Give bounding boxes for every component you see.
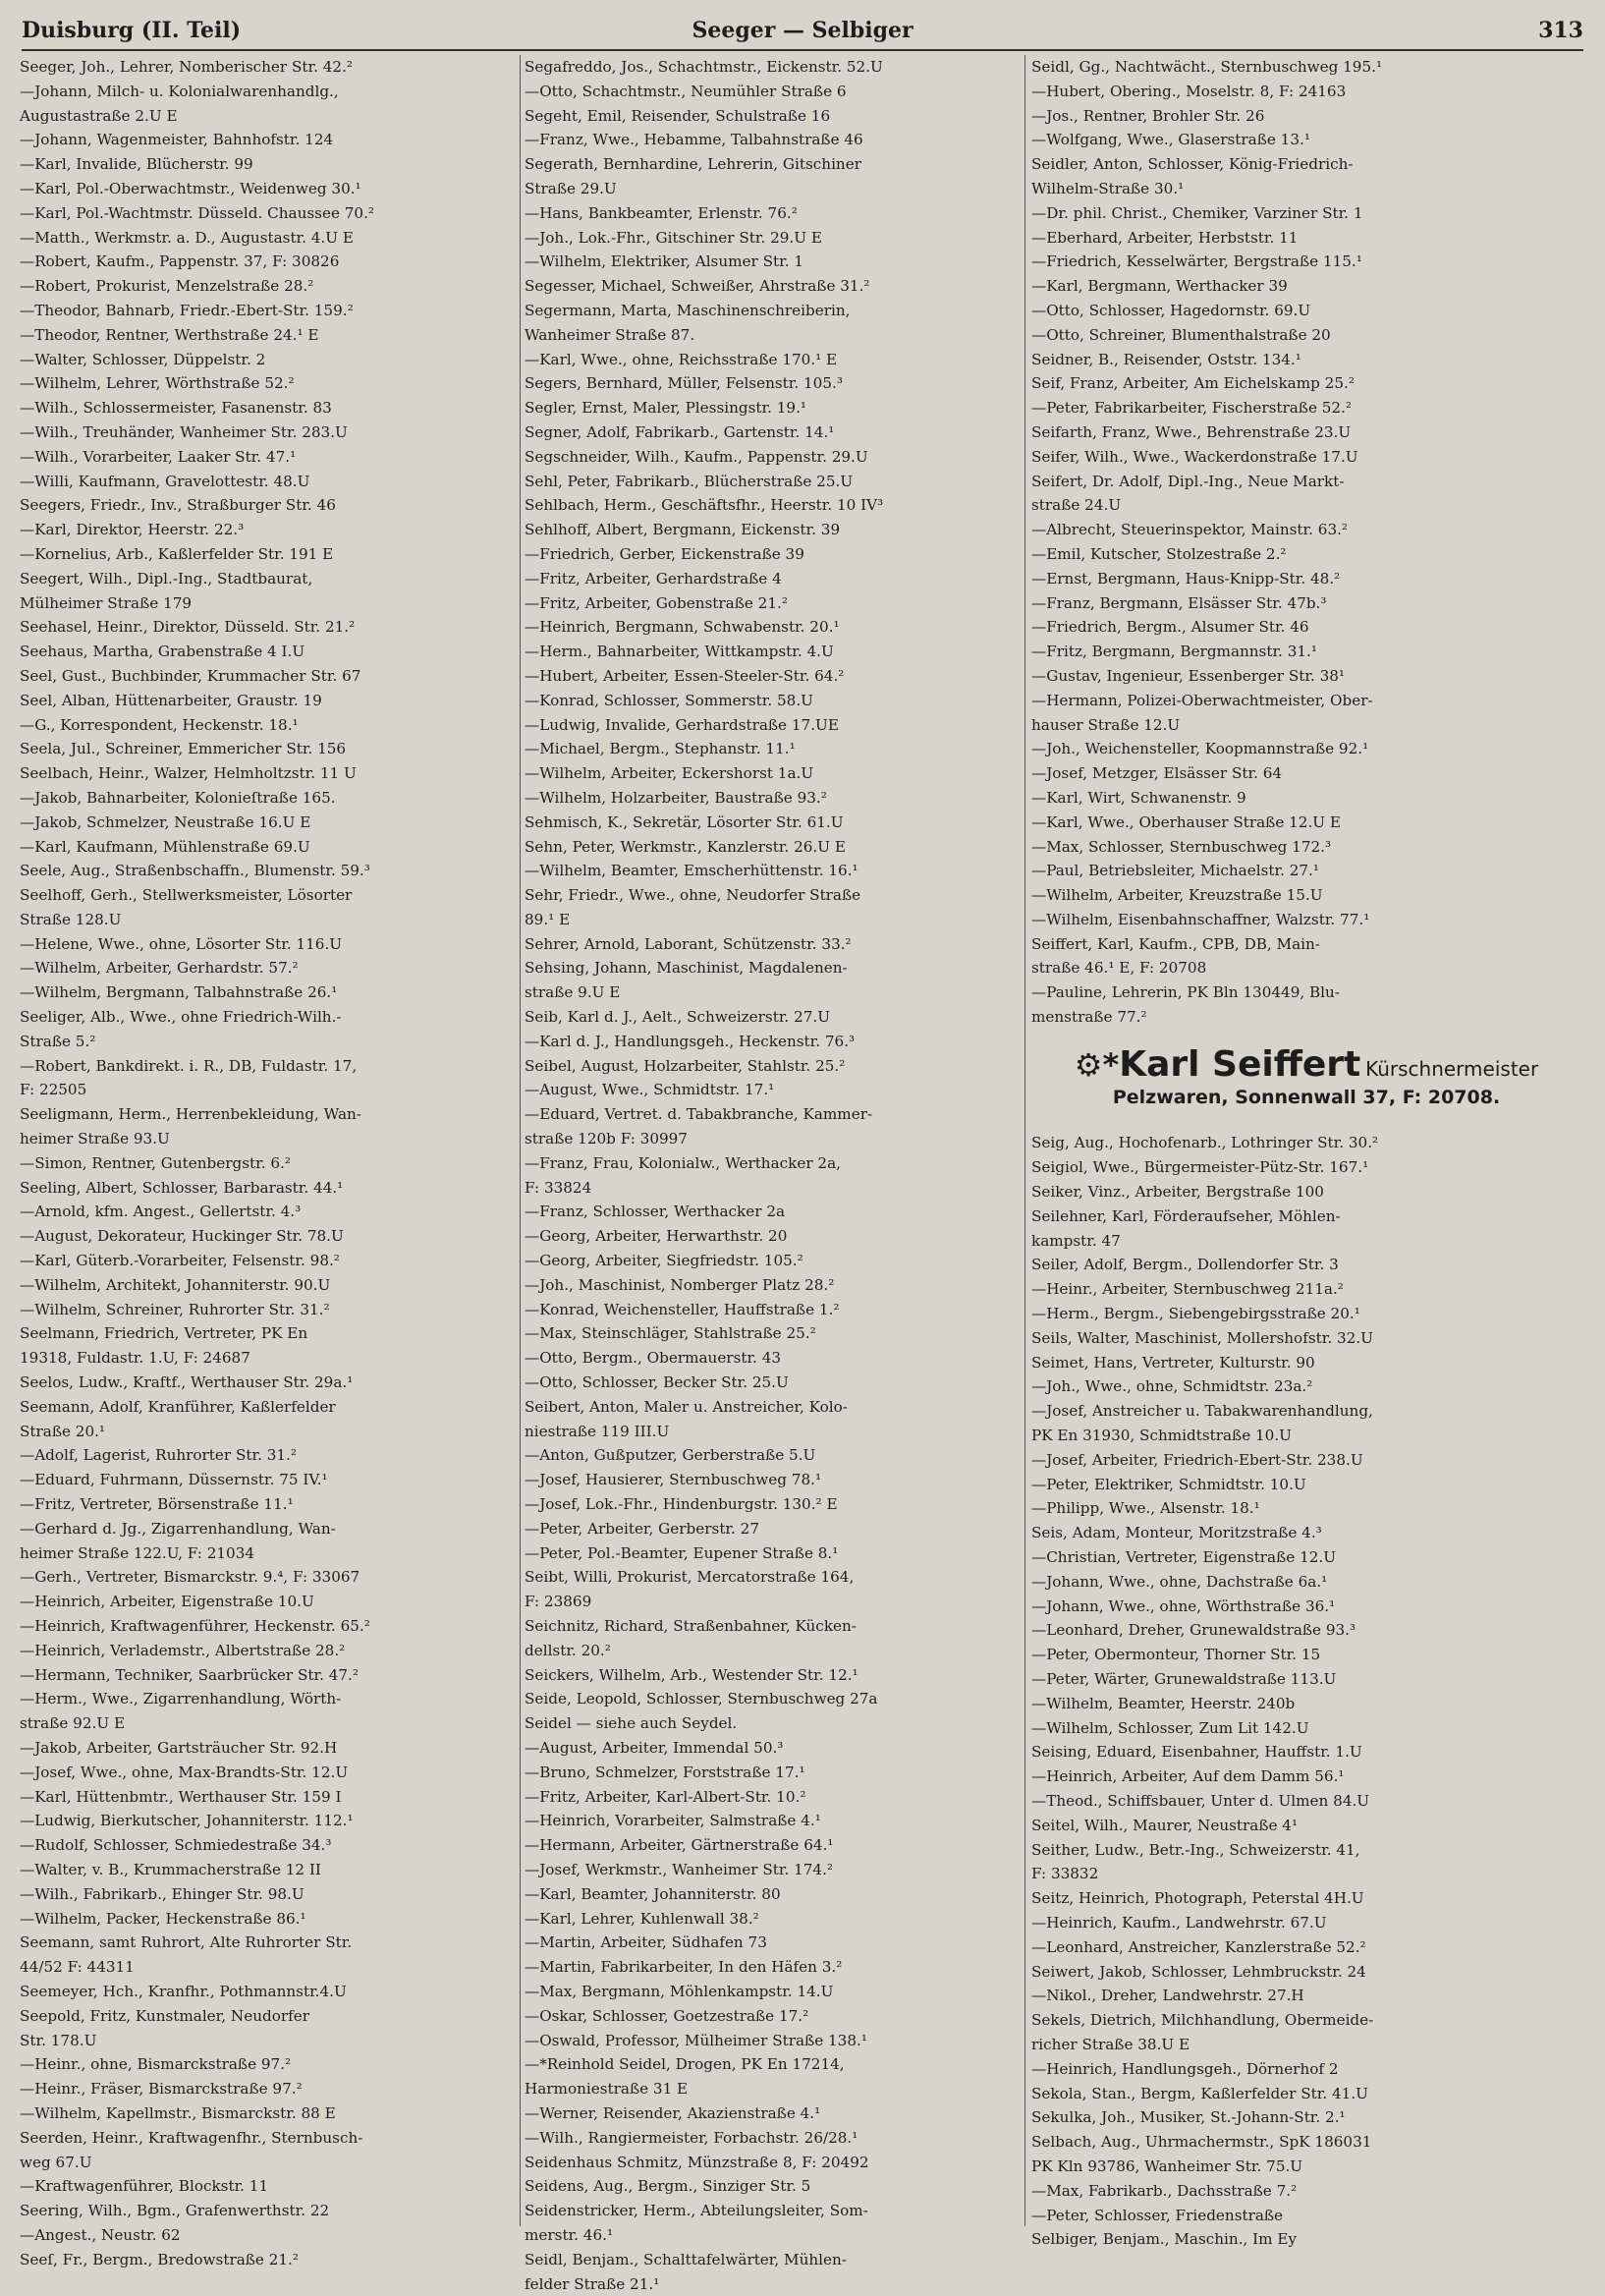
- directory-entry: Sehl, Peter, Fabrikarb., Blücherstraße 25.U: [525, 472, 854, 490]
- directory-entry: —Leonhard, Dreher, Grunewaldstraße 93.³: [1031, 1621, 1356, 1640]
- directory-entry: —Heinrich, Verlademstr., Albertstraße 28.²: [20, 1641, 346, 1659]
- directory-entry: —Oskar, Schlosser, Goetzestraße 17.²: [525, 2006, 809, 2025]
- directory-entry: —Josef, Wwe., ohne, Max-Brandts-Str. 12.U: [20, 1763, 349, 1781]
- directory-entry: —Heinrich, Kraftwagenführer, Heckenstr. 65.²: [20, 1617, 370, 1635]
- directory-entry: menstraße 77.²: [1031, 1008, 1147, 1027]
- directory-entry: —Adolf, Lagerist, Ruhrorter Str. 31.²: [20, 1446, 297, 1465]
- directory-entry: —Max, Fabrikarb., Dachsstraße 7.²: [1031, 2181, 1298, 2200]
- directory-entry: Selbiger, Benjam., Maschin., Im Ey: [1031, 2230, 1298, 2249]
- directory-entry: Sekels, Dietrich, Milchhandlung, Obermeide-: [1031, 2011, 1374, 2030]
- directory-entry: —Wilhelm, Holzarbeiter, Baustraße 93.²: [525, 788, 827, 807]
- directory-entry: —Max, Steinschläger, Stahlstraße 25.²: [525, 1324, 816, 1343]
- directory-entry: Seeligmann, Herm., Herrenbekleidung, Wan-: [20, 1105, 361, 1124]
- column-divider: [520, 55, 521, 2226]
- directory-entry: —Karl d. J., Handlungsgeh., Heckenstr. 76.³: [525, 1032, 856, 1050]
- directory-entry: —Werner, Reisender, Akazienstraße 4.¹: [525, 2103, 821, 2122]
- directory-entry: Seibert, Anton, Maler u. Anstreicher, Kolo-: [525, 1397, 848, 1416]
- directory-entry: —Theodor, Bahnarb, Friedr.-Ebert-Str. 159.²: [20, 301, 354, 319]
- page-header: [22, 14, 1583, 47]
- directory-entry: Seidens, Aug., Bergm., Sinziger Str. 5: [525, 2177, 811, 2196]
- directory-entry: —Heinrich, Bergmann, Schwabenstr. 20.¹: [525, 618, 840, 637]
- directory-entry: —Dr. phil. Christ., Chemiker, Varziner Str. 1: [1031, 203, 1363, 222]
- directory-entry: —August, Dekorateur, Huckinger Str. 78.U: [20, 1227, 344, 1246]
- directory-entry: —Wilhelm, Arbeiter, Gerhardstr. 57.²: [20, 959, 299, 978]
- directory-entry: —Karl, Pol.-Wachtmstr. Düsseld. Chaussee 70.²: [20, 203, 375, 222]
- directory-entry: Straße 20.¹: [20, 1422, 106, 1440]
- directory-entry: heimer Straße 93.U: [20, 1130, 170, 1148]
- directory-entry: —Otto, Schachtmstr., Neumühler Straße 6: [525, 82, 847, 100]
- directory-entry: —Hermann, Polizei-Oberwachtmeister, Ober-: [1031, 691, 1373, 709]
- directory-entry: —Josef, Arbeiter, Friedrich-Ebert-Str. 238.U: [1031, 1450, 1363, 1469]
- directory-entry: Seiffert, Karl, Kaufm., CPB, DB, Main-: [1031, 934, 1320, 953]
- directory-entry: —Johann, Milch- u. Kolonialwarenhandlg.,: [20, 82, 339, 100]
- directory-entry: merstr. 46.¹: [525, 2225, 614, 2244]
- directory-entry: Seimet, Hans, Vertreter, Kulturstr. 90: [1031, 1353, 1315, 1372]
- directory-entry: —Willi, Kaufmann, Gravelottestr. 48.U: [20, 472, 310, 490]
- directory-entry: —Leonhard, Anstreicher, Kanzlerstraße 52.²: [1031, 1937, 1366, 1956]
- directory-entry: Seifer, Wilh., Wwe., Wackerdonstraße 17.U: [1031, 447, 1358, 466]
- directory-entry: —Heinrich, Vorarbeiter, Salmstraße 4.¹: [525, 1812, 821, 1830]
- directory-entry: —Gerh., Vertreter, Bismarckstr. 9.⁴, F: 33067: [20, 1568, 360, 1587]
- page-number: 313: [1538, 18, 1583, 43]
- directory-entry: Seegers, Friedr., Inv., Straßburger Str. 46: [20, 496, 336, 515]
- directory-entry: —Emil, Kutscher, Stolzestraße 2.²: [1031, 544, 1287, 563]
- directory-entry: 19318, Fuldastr. 1.U, F: 24687: [20, 1349, 250, 1368]
- advertisement: [1031, 1043, 1581, 1110]
- directory-entry: —Josef, Lok.-Fhr., Hindenburgstr. 130.² E: [525, 1495, 838, 1514]
- directory-entry: Segerath, Bernhardine, Lehrerin, Gitschiner: [525, 155, 861, 174]
- directory-entry: Sekola, Stan., Bergm, Kaßlerfelder Str. 41.U: [1031, 2084, 1368, 2102]
- directory-entry: —Peter, Pol.-Beamter, Eupener Straße 8.¹: [525, 1543, 839, 1562]
- directory-entry: richer Straße 38.U E: [1031, 2035, 1190, 2053]
- directory-entry: —Friedrich, Bergm., Alsumer Str. 46: [1031, 618, 1309, 637]
- directory-entry: Seelos, Ludw., Kraftf., Werthauser Str. 29a.¹: [20, 1373, 354, 1392]
- column-2: [525, 55, 1016, 2293]
- directory-entry: Seig, Aug., Hochofenarb., Lothringer Str. 30.²: [1031, 1134, 1379, 1152]
- directory-entry: Sehsing, Johann, Maschinist, Magdalenen-: [525, 959, 848, 978]
- directory-entry: Seele, Aug., Straßenbschaffn., Blumenstr. 59.³: [20, 862, 370, 880]
- directory-entry: —Max, Bergmann, Möhlenkampstr. 14.U: [525, 1982, 834, 2000]
- directory-entry: —Fritz, Bergmann, Bergmannstr. 31.¹: [1031, 643, 1317, 661]
- directory-entry: Segner, Adolf, Fabrikarb., Gartenstr. 14.¹: [525, 422, 835, 441]
- directory-entry: Seiler, Adolf, Bergm., Dollendorfer Str. 3: [1031, 1256, 1339, 1274]
- directory-entry: —Bruno, Schmelzer, Forststraße 17.¹: [525, 1763, 805, 1781]
- ad-trade: Kürschnermeister: [1365, 1056, 1539, 1081]
- directory-entry: Seel, Gust., Buchbinder, Krummacher Str. 67: [20, 666, 361, 685]
- directory-entry: 44/52 F: 44311: [20, 1958, 135, 1977]
- directory-entry: —Otto, Schreiner, Blumenthalstraße 20: [1031, 325, 1331, 344]
- directory-entry: Seidl, Gg., Nachtwächt., Sternbuschweg 195.¹: [1031, 58, 1383, 76]
- ad-business-name: Karl Seiffert: [1119, 1043, 1361, 1085]
- directory-entry: —Georg, Arbeiter, Herwarthstr. 20: [525, 1227, 788, 1246]
- directory-entry: —Hans, Bankbeamter, Erlenstr. 76.²: [525, 203, 798, 222]
- directory-entry: —Hubert, Arbeiter, Essen-Steeler-Str. 64.²: [525, 666, 845, 685]
- directory-entry: —Kraftwagenführer, Blockstr. 11: [20, 2177, 269, 2196]
- directory-entry: Segers, Bernhard, Müller, Felsenstr. 105.³: [525, 374, 843, 393]
- directory-entry: —Karl, Wwe., Oberhauser Straße 12.U E: [1031, 812, 1341, 831]
- directory-entry: Seemann, samt Ruhrort, Alte Ruhrorter Str.: [20, 1933, 353, 1952]
- directory-entry: Seidel — siehe auch Seydel.: [525, 1714, 738, 1733]
- directory-entry: Segeht, Emil, Reisender, Schulstraße 16: [525, 106, 831, 125]
- directory-entry: —Franz, Wwe., Hebamme, Talbahnstraße 46: [525, 131, 863, 149]
- directory-entry: —Wolfgang, Wwe., Glaserstraße 13.¹: [1031, 131, 1310, 149]
- header-rule: [22, 49, 1583, 51]
- directory-entry: Augustastraße 2.U E: [20, 106, 178, 125]
- directory-entry: Sekulka, Joh., Musiker, St.-Johann-Str. 2.¹: [1031, 2108, 1346, 2127]
- directory-entry: —Joh., Wwe., ohne, Schmidtstr. 23a.²: [1031, 1377, 1313, 1396]
- directory-entry: —Otto, Bergm., Obermauerstr. 43: [525, 1349, 782, 1368]
- directory-entry: —Fritz, Arbeiter, Karl-Albert-Str. 10.²: [525, 1787, 806, 1806]
- directory-entry: —Wilhelm, Bergmann, Talbahnstraße 26.¹: [20, 983, 338, 1002]
- directory-entry: —Fritz, Arbeiter, Gerhardstraße 4: [525, 569, 782, 588]
- directory-entry: Mülheimer Straße 179: [20, 593, 193, 612]
- directory-entry: —Michael, Bergm., Stephanstr. 11.¹: [525, 740, 796, 758]
- directory-entry: —Heinr., ohne, Bismarckstraße 97.²: [20, 2055, 292, 2074]
- directory-entry: Seifarth, Franz, Wwe., Behrenstraße 23.U: [1031, 422, 1352, 441]
- directory-entry: Seelmann, Friedrich, Vertreter, PK En: [20, 1324, 308, 1343]
- directory-entry: Sehrer, Arnold, Laborant, Schützenstr. 33.²: [525, 934, 852, 953]
- directory-entry: Seeſ, Fr., Bergm., Bredowstraße 21.²: [20, 2250, 299, 2268]
- directory-entry: Seepold, Fritz, Kunstmaler, Neudorfer: [20, 2006, 309, 2025]
- directory-entry: —Josef, Metzger, Elsässer Str. 64: [1031, 764, 1283, 783]
- directory-entry: —Jos., Rentner, Brohler Str. 26: [1031, 106, 1265, 125]
- directory-entry: —Wilhelm, Schreiner, Ruhrorter Str. 31.²: [20, 1300, 330, 1318]
- directory-entry: —Karl, Invalide, Blücherstr. 99: [20, 155, 253, 174]
- directory-entry: —Eduard, Fuhrmann, Düssernstr. 75 IV.¹: [20, 1471, 328, 1489]
- directory-entry: —Peter, Obermonteur, Thorner Str. 15: [1031, 1646, 1321, 1664]
- directory-entry: —Robert, Bankdirekt. i. R., DB, Fuldastr. 17,: [20, 1056, 358, 1075]
- directory-entry: —Wilh., Schlossermeister, Fasanenstr. 83: [20, 399, 332, 418]
- directory-entry: —Wilhelm, Packer, Heckenstraße 86.¹: [20, 1909, 306, 1928]
- directory-entry: Seehasel, Heinr., Direktor, Düsseld. Str. 21.²: [20, 618, 356, 637]
- directory-entry: —Heinrich, Arbeiter, Eigenstraße 10.U: [20, 1593, 314, 1611]
- directory-entry: F: 33832: [1031, 1865, 1099, 1883]
- directory-entry: Seidenstricker, Herm., Abteilungsleiter, Som-: [525, 2202, 868, 2220]
- directory-entry: Seerden, Heinr., Kraftwagenfhr., Sternbusch-: [20, 2128, 363, 2147]
- directory-entry: —Fritz, Arbeiter, Gobenstraße 21.²: [525, 593, 788, 612]
- directory-entry: —Wilh., Vorarbeiter, Laaker Str. 47.¹: [20, 447, 297, 466]
- directory-entry: —Wilhelm, Beamter, Emscherhüttenstr. 16.¹: [525, 862, 858, 880]
- directory-entry: —Wilhelm, Architekt, Johanniterstr. 90.U: [20, 1275, 331, 1294]
- directory-entry: —Wilhelm, Lehrer, Wörthstraße 52.²: [20, 374, 295, 393]
- directory-entry: Seib, Karl d. J., Aelt., Schweizerstr. 27.U: [525, 1008, 831, 1027]
- directory-entry: —Jakob, Schmelzer, Neustraße 16.U E: [20, 812, 311, 831]
- column-3: [1031, 55, 1581, 2249]
- directory-entry: straße 24.U: [1031, 496, 1122, 515]
- directory-entry: —Karl, Wwe., ohne, Reichsstraße 170.¹ E: [525, 350, 838, 368]
- directory-entry: Seichnitz, Richard, Straßenbahner, Kücken-: [525, 1617, 857, 1635]
- directory-entry: Segschneider, Wilh., Kaufm., Pappenstr. 29.U: [525, 447, 868, 466]
- directory-entry: —Wilhelm, Kapellmstr., Bismarckstr. 88 E: [20, 2103, 336, 2122]
- directory-entry: —Georg, Arbeiter, Siegfriedstr. 105.²: [525, 1252, 803, 1270]
- directory-entry: dellstr. 20.²: [525, 1641, 611, 1659]
- directory-entry: Wilhelm-Straße 30.¹: [1031, 179, 1185, 197]
- directory-entry: —Friedrich, Gerber, Eickenstraße 39: [525, 544, 804, 563]
- directory-entry: Straße 29.U: [525, 179, 617, 197]
- directory-entry: —Karl, Güterb.-Vorarbeiter, Felsenstr. 98.²: [20, 1252, 340, 1270]
- directory-entry: —Herm., Bahnarbeiter, Wittkampstr. 4.U: [525, 643, 834, 661]
- directory-entry: Seemeyer, Hch., Kranfhr., Pothmannstr.4.U: [20, 1982, 347, 2000]
- directory-entry: —Helene, Wwe., ohne, Lösorter Str. 116.U: [20, 934, 343, 953]
- directory-entry: —Friedrich, Kesselwärter, Bergstraße 115.¹: [1031, 252, 1362, 271]
- directory-entry: niestraße 119 III.U: [525, 1422, 670, 1440]
- directory-entry: Segafreddo, Jos., Schachtmstr., Eickenstr. 52.U: [525, 58, 883, 76]
- directory-entry: —Ludwig, Bierkutscher, Johanniterstr. 112.¹: [20, 1812, 354, 1830]
- directory-entry: Seering, Wilh., Bgm., Grafenwerthstr. 22: [20, 2202, 330, 2220]
- directory-entry: —Kornelius, Arb., Kaßlerfelder Str. 191 E: [20, 544, 334, 563]
- directory-entry: Wanheimer Straße 87.: [525, 325, 695, 344]
- directory-entry: —Josef, Werkmstr., Wanheimer Str. 174.²: [525, 1860, 834, 1878]
- directory-entry: —Johann, Wwe., ohne, Dachstraße 6a.¹: [1031, 1572, 1328, 1591]
- directory-entry: Seickers, Wilhelm, Arb., Westender Str. 12.¹: [525, 1665, 858, 1684]
- directory-entry: —Franz, Frau, Kolonialw., Werthacker 2a,: [525, 1153, 841, 1172]
- directory-entry: —Anton, Gußputzer, Gerberstraße 5.U: [525, 1446, 816, 1465]
- directory-entry: —Oswald, Professor, Mülheimer Straße 138.¹: [525, 2031, 867, 2049]
- directory-entry: —Ernst, Bergmann, Haus-Knipp-Str. 48.²: [1031, 569, 1341, 588]
- directory-entry: Seela, Jul., Schreiner, Emmericher Str. 156: [20, 740, 347, 758]
- directory-entry: —Peter, Elektriker, Schmidtstr. 10.U: [1031, 1475, 1306, 1493]
- directory-entry: —Christian, Vertreter, Eigenstraße 12.U: [1031, 1548, 1337, 1567]
- directory-entry: Seibel, August, Holzarbeiter, Stahlstr. 25.²: [525, 1056, 846, 1075]
- ad-details: Pelzwaren, Sonnenwall 37, F: 20708.: [1112, 1086, 1501, 1108]
- directory-entry: F: 33824: [525, 1178, 592, 1197]
- directory-entry: 89.¹ E: [525, 910, 571, 928]
- directory-entry: —Theod., Schiffsbauer, Unter d. Ulmen 84.U: [1031, 1791, 1370, 1810]
- directory-entry: —Eberhard, Arbeiter, Herbststr. 11: [1031, 228, 1299, 247]
- directory-entry: —Pauline, Lehrerin, PK Bln 130449, Blu-: [1031, 983, 1340, 1002]
- directory-entry: —Hermann, Techniker, Saarbrücker Str. 47.²: [20, 1665, 359, 1684]
- directory-entry: —Arnold, kfm. Angest., Gellertstr. 4.³: [20, 1203, 302, 1221]
- directory-entry: —Simon, Rentner, Gutenbergstr. 6.²: [20, 1153, 291, 1172]
- directory-entry: —Karl, Bergmann, Werthacker 39: [1031, 277, 1288, 296]
- directory-entry: hauser Straße 12.U: [1031, 715, 1181, 734]
- directory-entry: Seitz, Heinrich, Photograph, Peterstal 4H.U: [1031, 1889, 1364, 1908]
- directory-entry: —Gerhard d. Jg., Zigarrenhandlung, Wan-: [20, 1519, 336, 1538]
- directory-entry: —Wilh., Fabrikarb., Ehinger Str. 98.U: [20, 1884, 304, 1903]
- column-1: [20, 55, 516, 2268]
- directory-entry: —Angest., Neustr. 62: [20, 2225, 181, 2244]
- directory-entry: Seiker, Vinz., Arbeiter, Bergstraße 100: [1031, 1183, 1324, 1202]
- directory-entry: —Joh., Maschinist, Nomberger Platz 28.²: [525, 1275, 835, 1294]
- directory-entry: weg 67.U: [20, 2153, 92, 2171]
- directory-entry: —Walter, v. B., Krummacherstraße 12 II: [20, 1860, 321, 1878]
- directory-entry: felder Straße 21.¹: [525, 2274, 660, 2293]
- header-name-range: Seeger — Selbiger: [692, 18, 913, 43]
- directory-entry: —Heinr., Arbeiter, Sternbuschweg 211a.²: [1031, 1280, 1344, 1299]
- directory-entry: —Wilh., Rangiermeister, Forbachstr. 26/28.¹: [525, 2128, 858, 2147]
- directory-entry: —Wilhelm, Beamter, Heerstr. 240b: [1031, 1694, 1296, 1712]
- directory-entry: —Philipp, Wwe., Alsenstr. 18.¹: [1031, 1499, 1260, 1518]
- directory-entry: Straße 128.U: [20, 910, 122, 928]
- directory-entry: —Otto, Schlosser, Becker Str. 25.U: [525, 1373, 789, 1392]
- directory-entry: —Konrad, Weichensteller, Hauffstraße 1.²: [525, 1300, 840, 1318]
- directory-entry: Segler, Ernst, Maler, Plessingstr. 19.¹: [525, 399, 806, 418]
- directory-entry: —Martin, Fabrikarbeiter, In den Häfen 3.²: [525, 1958, 843, 1977]
- directory-entry: —Nikol., Dreher, Landwehrstr. 27.H: [1031, 1987, 1304, 2005]
- directory-entry: —Peter, Fabrikarbeiter, Fischerstraße 52.²: [1031, 399, 1353, 418]
- directory-entry: Seegert, Wilh., Dipl.-Ing., Stadtbaurat,: [20, 569, 313, 588]
- directory-entry: Str. 178.U: [20, 2031, 97, 2049]
- directory-entry: —Theodor, Rentner, Werthstraße 24.¹ E: [20, 325, 319, 344]
- directory-entry: —Heinrich, Arbeiter, Auf dem Damm 56.¹: [1031, 1767, 1345, 1786]
- directory-entry: —Walter, Schlosser, Düppelstr. 2: [20, 350, 266, 368]
- directory-entry: —Robert, Kaufm., Pappenstr. 37, F: 30826: [20, 252, 340, 271]
- directory-entry: —Jakob, Arbeiter, Gartsträucher Str. 92.H: [20, 1738, 338, 1757]
- directory-entry: —Wilhelm, Schlosser, Zum Lit 142.U: [1031, 1718, 1309, 1737]
- directory-entry: Seidenhaus Schmitz, Münzstraße 8, F: 20492: [525, 2153, 869, 2171]
- directory-entry: —Hermann, Arbeiter, Gärtnerstraße 64.¹: [525, 1836, 834, 1855]
- directory-entry: Seehaus, Martha, Grabenstraße 4 I.U: [20, 643, 305, 661]
- directory-entry: —Wilhelm, Elektriker, Alsumer Str. 1: [525, 252, 804, 271]
- directory-entry: —Herm., Wwe., Zigarrenhandlung, Wörth-: [20, 1690, 342, 1708]
- directory-entry: Seilehner, Karl, Förderaufseher, Möhlen-: [1031, 1206, 1341, 1225]
- directory-entry: —Wilh., Treuhänder, Wanheimer Str. 283.U: [20, 422, 348, 441]
- directory-entry: —Matth., Werkmstr. a. D., Augustastr. 4.U E: [20, 228, 355, 247]
- directory-entry: —Wilhelm, Arbeiter, Eckershorst 1a.U: [525, 764, 814, 783]
- directory-entry: Seigiol, Wwe., Bürgermeister-Pütz-Str. 167.¹: [1031, 1158, 1369, 1177]
- directory-entry: Seis, Adam, Monteur, Moritzstraße 4.³: [1031, 1524, 1322, 1542]
- directory-entry: —Albrecht, Steuerinspektor, Mainstr. 63.²: [1031, 521, 1349, 539]
- directory-entry: —Karl, Hüttenbmtr., Werthauser Str. 159 I: [20, 1787, 342, 1806]
- directory-entry: —Jakob, Bahnarbeiter, Kolonieſtraße 165.: [20, 788, 336, 807]
- directory-entry: Sehlbach, Herm., Geschäftsfhr., Heerstr. 10 IV³: [525, 496, 884, 515]
- directory-entry: Seemann, Adolf, Kranführer, Kaßlerfelder: [20, 1397, 336, 1416]
- directory-entry: Seeger, Joh., Lehrer, Nomberischer Str. 42.²: [20, 58, 353, 76]
- directory-entry: —*Reinhold Seidel, Drogen, PK En 17214,: [525, 2055, 845, 2074]
- directory-entry: —Peter, Wärter, Grunewaldstraße 113.U: [1031, 1670, 1337, 1688]
- directory-entry: —Konrad, Schlosser, Sommerstr. 58.U: [525, 691, 813, 709]
- directory-entry: —Johann, Wwe., ohne, Wörthstraße 36.¹: [1031, 1596, 1336, 1615]
- directory-entry: Seeling, Albert, Schlosser, Barbarastr. 44.¹: [20, 1178, 344, 1197]
- directory-entry: Seidler, Anton, Schlosser, König-Friedrich-: [1031, 155, 1354, 174]
- directory-entry: —Max, Schlosser, Sternbuschweg 172.³: [1031, 837, 1332, 856]
- directory-entry: —Josef, Hausierer, Sternbuschweg 78.¹: [525, 1471, 822, 1489]
- directory-entry: —Peter, Arbeiter, Gerberstr. 27: [525, 1519, 759, 1538]
- directory-entry: —Joh., Weichensteller, Koopmannstraße 92.¹: [1031, 740, 1369, 758]
- directory-entry: Seither, Ludw., Betr.-Ing., Schweizerstr. 41,: [1031, 1840, 1360, 1859]
- directory-entry: Seils, Walter, Maschinist, Mollershofstr. 32.U: [1031, 1328, 1373, 1347]
- directory-entry: —Franz, Schlosser, Werthacker 2a: [525, 1203, 786, 1221]
- directory-entry: —Wilhelm, Arbeiter, Kreuzstraße 15.U: [1031, 886, 1323, 905]
- directory-entry: —Hubert, Obering., Moselstr. 8, F: 24163: [1031, 82, 1347, 100]
- directory-entry: straße 46.¹ E, F: 20708: [1031, 959, 1207, 978]
- directory-entry: —Fritz, Vertreter, Börsenstraße 11.¹: [20, 1495, 294, 1514]
- directory-entry: Seitel, Wilh., Maurer, Neustraße 4¹: [1031, 1816, 1299, 1834]
- directory-entry: —Joh., Lok.-Fhr., Gitschiner Str. 29.U E: [525, 228, 822, 247]
- directory-entry: —Ludwig, Invalide, Gerhardstraße 17.UE: [525, 715, 839, 734]
- directory-entry: F: 23869: [525, 1593, 592, 1611]
- directory-entry: —Heinrich, Kaufm., Landwehrstr. 67.U: [1031, 1913, 1327, 1932]
- directory-entry: —Wilhelm, Eisenbahnschaffner, Walzstr. 77.¹: [1031, 910, 1370, 928]
- directory-entry: —Paul, Betriebsleiter, Michaelstr. 27.¹: [1031, 862, 1319, 880]
- directory-entry: —G., Korrespondent, Heckenstr. 18.¹: [20, 715, 299, 734]
- directory-entry: Sehlhoff, Albert, Bergmann, Eickenstr. 39: [525, 521, 841, 539]
- directory-entry: —Karl, Kaufmann, Mühlenstraße 69.U: [20, 837, 310, 856]
- column-divider: [1024, 55, 1025, 2226]
- directory-entry: —August, Arbeiter, Immendal 50.³: [525, 1738, 784, 1757]
- directory-entry: Harmoniestraße 31 E: [525, 2080, 689, 2099]
- directory-entry: —Gustav, Ingenieur, Essenberger Str. 38¹: [1031, 666, 1346, 685]
- directory-entry: Seidner, B., Reisender, Oststr. 134.¹: [1031, 350, 1301, 368]
- directory-entry: kampstr. 47: [1031, 1231, 1121, 1250]
- directory-entry: F: 22505: [20, 1081, 87, 1099]
- directory-entry: Seibt, Willi, Prokurist, Mercatorstraße 164,: [525, 1568, 855, 1587]
- directory-entry: —Karl, Pol.-Oberwachtmstr., Weidenweg 30.¹: [20, 179, 361, 197]
- directory-entry: Straße 5.²: [20, 1032, 96, 1050]
- directory-entry: —Eduard, Vertret. d. Tabakbranche, Kammer-: [525, 1105, 873, 1124]
- directory-entry: —Herm., Bergm., Siebengebirgsstraße 20.¹: [1031, 1305, 1360, 1323]
- directory-entry: Seif, Franz, Arbeiter, Am Eichelskamp 25.²: [1031, 374, 1355, 393]
- directory-entry: —Josef, Anstreicher u. Tabakwarenhandlung,: [1031, 1402, 1373, 1421]
- directory-entry: —Robert, Prokurist, Menzelstraße 28.²: [20, 277, 314, 296]
- directory-entry: straße 120b F: 30997: [525, 1130, 688, 1148]
- directory-entry: Sehr, Friedr., Wwe., ohne, Neudorfer Straße: [525, 886, 861, 905]
- directory-entry: —Karl, Direktor, Heerstr. 22.³: [20, 521, 245, 539]
- directory-entry: —Karl, Beamter, Johanniterstr. 80: [525, 1884, 781, 1903]
- directory-entry: —Karl, Lehrer, Kuhlenwall 38.²: [525, 1909, 759, 1928]
- directory-entry: —August, Wwe., Schmidtstr. 17.¹: [525, 1081, 775, 1099]
- directory-entry: Selbach, Aug., Uhrmachermstr., SpK 186031: [1031, 2133, 1372, 2152]
- directory-entry: Seeliger, Alb., Wwe., ohne Friedrich-Wilh.-: [20, 1008, 342, 1027]
- directory-entry: Segesser, Michael, Schweißer, Ahrstraße 31.²: [525, 277, 870, 296]
- directory-entry: Seiwert, Jakob, Schlosser, Lehmbruckstr. 24: [1031, 1962, 1366, 1981]
- directory-entry: straße 92.U E: [20, 1714, 126, 1733]
- directory-entry: Seelbach, Heinr., Walzer, Helmholtzstr. 11 U: [20, 764, 357, 783]
- directory-entry: straße 9.U E: [525, 983, 621, 1002]
- ad-gear-icon: ⚙*: [1074, 1045, 1120, 1084]
- directory-entry: —Heinr., Fräser, Bismarckstraße 97.²: [20, 2080, 303, 2099]
- directory-entry: —Martin, Arbeiter, Südhafen 73: [525, 1933, 767, 1952]
- directory-entry: Seelhoff, Gerh., Stellwerksmeister, Lösorter: [20, 886, 353, 905]
- directory-entry: —Franz, Bergmann, Elsässer Str. 47b.³: [1031, 593, 1327, 612]
- header-location: Duisburg (II. Teil): [22, 18, 242, 43]
- directory-entry: —Karl, Wirt, Schwanenstr. 9: [1031, 788, 1246, 807]
- directory-entry: heimer Straße 122.U, F: 21034: [20, 1543, 255, 1562]
- directory-entry: —Johann, Wagenmeister, Bahnhofstr. 124: [20, 131, 334, 149]
- directory-entry: Sehmisch, K., Sekretär, Lösorter Str. 61.U: [525, 812, 844, 831]
- directory-entry: Sehn, Peter, Werkmstr., Kanzlerstr. 26.U E: [525, 837, 846, 856]
- directory-entry: Seide, Leopold, Schlosser, Sternbuschweg 27a: [525, 1690, 878, 1708]
- directory-entry: Seifert, Dr. Adolf, Dipl.-Ing., Neue Markt-: [1031, 472, 1345, 490]
- directory-entry: —Otto, Schlosser, Hagedornstr. 69.U: [1031, 301, 1311, 319]
- directory-entry: Seising, Eduard, Eisenbahner, Hauffstr. 1.U: [1031, 1743, 1362, 1762]
- directory-entry: Seidl, Benjam., Schalttafelwärter, Mühlen-: [525, 2250, 847, 2268]
- directory-entry: Segermann, Marta, Maschinenschreiberin,: [525, 301, 851, 319]
- directory-entry: —Rudolf, Schlosser, Schmiedestraße 34.³: [20, 1836, 332, 1855]
- directory-entry: —Heinrich, Handlungsgeh., Dörnerhof 2: [1031, 2059, 1339, 2078]
- directory-entry: Seel, Alban, Hüttenarbeiter, Graustr. 19: [20, 691, 322, 709]
- directory-entry: —Peter, Schlosser, Friedenstraße: [1031, 2206, 1284, 2224]
- directory-entry: PK Kln 93786, Wanheimer Str. 75.U: [1031, 2156, 1303, 2175]
- directory-entry: PK En 31930, Schmidtstraße 10.U: [1031, 1427, 1292, 1445]
